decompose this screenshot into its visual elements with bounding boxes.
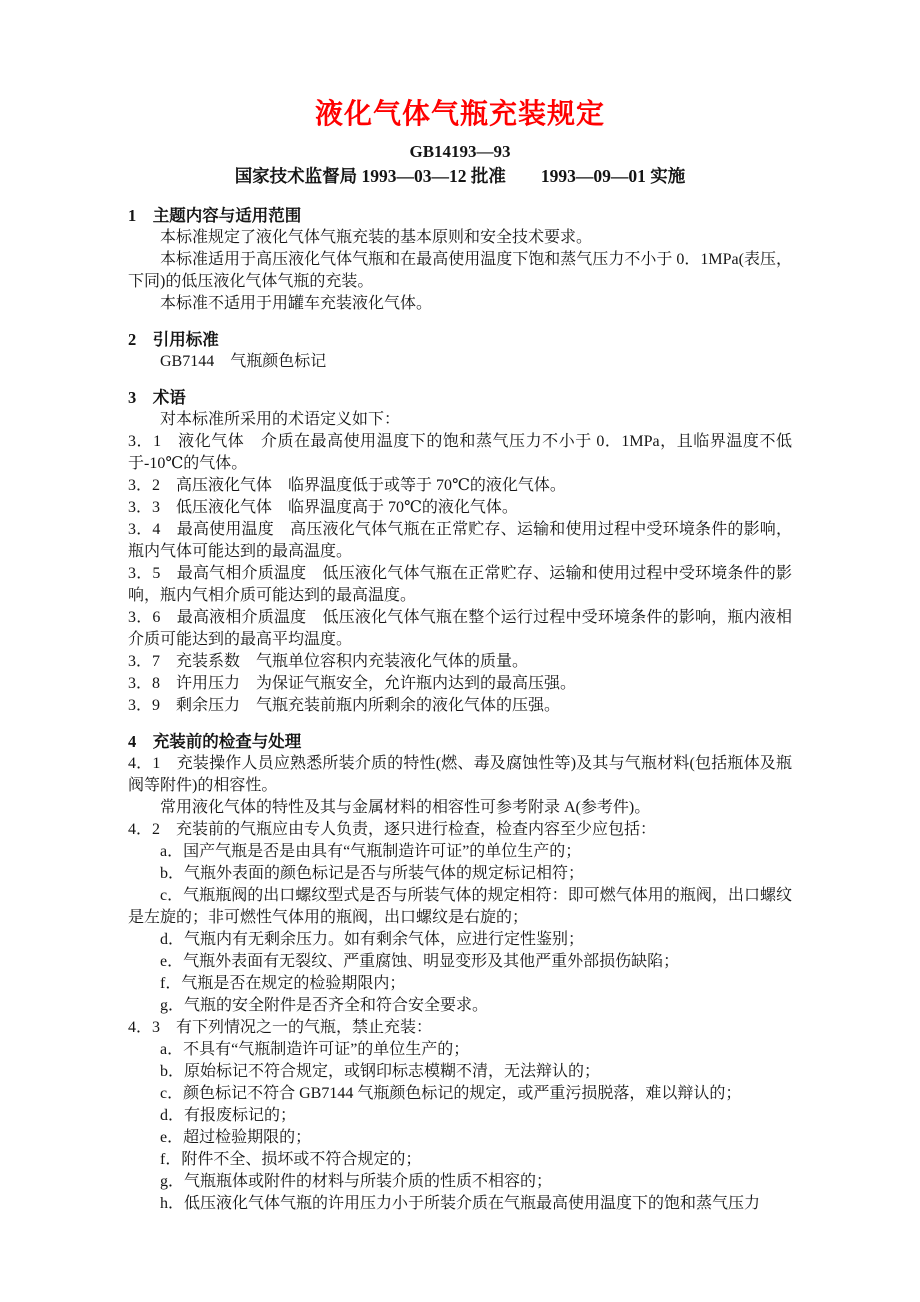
paragraph: 3．9 剩余压力 气瓶充装前瓶内所剩余的液化气体的压强。 — [128, 697, 561, 714]
section — [128, 204, 792, 315]
paragraph: e．超过检验期限的； — [160, 1129, 312, 1146]
section-heading: 4 充装前的检查与处理 — [128, 732, 302, 751]
section-heading: 2 引用标准 — [128, 330, 219, 349]
paragraph: 4．3 有下列情况之一的气瓶，禁止充装： — [128, 1019, 433, 1036]
paragraph: 对本标准所采用的术语定义如下： — [160, 411, 401, 428]
section — [128, 730, 792, 1215]
paragraph: b．原始标记不符合规定，或钢印标志模糊不清，无法辩认的； — [160, 1063, 601, 1080]
paragraph: 3．2 高压液化气体 临界温度低于或等于 70℃的液化气体。 — [128, 477, 566, 494]
paragraph: 本标准适用于高压液化气体气瓶和在最高使用温度下饱和蒸气压力不小于 0．1MPa(表压，下同)的低压液化气体气瓶的充装。 — [128, 251, 792, 290]
paragraph: 3．5 最高气相介质温度 低压液化气体气瓶在正常贮存、运输和使用过程中受环境条件的影响，瓶内气相介质可能达到的最高温度。 — [128, 565, 792, 604]
paragraph: 4．1 充装操作人员应熟悉所装介质的特性(燃、毒及腐蚀性等)及其与气瓶材料(包括瓶体及瓶阀等附件)的相容性。 — [128, 755, 792, 794]
paragraph: 3．1 液化气体 介质在最高使用温度下的饱和蒸气压力不小于 0．1MPa，且临界温度不低于-10℃的气体。 — [128, 433, 792, 472]
paragraph: h．低压液化气体气瓶的许用压力小于所装介质在气瓶最高使用温度下的饱和蒸气压力 — [160, 1195, 761, 1212]
paragraph: 4．2 充装前的气瓶应由专人负责，逐只进行检查，检查内容至少应包括： — [128, 821, 657, 838]
section-heading: 1 主题内容与适用范围 — [128, 206, 302, 225]
section-heading: 3 术语 — [128, 388, 186, 407]
paragraph: d．气瓶内有无剩余压力。如有剩余气体，应进行定性鉴别； — [160, 931, 585, 948]
standard-number: GB14193—93 — [409, 142, 511, 161]
paragraph: c．颜色标记不符合 GB7144 气瓶颜色标记的规定，或严重污损脱落，难以辩认的； — [160, 1085, 742, 1102]
paragraph: 3．6 最高液相介质温度 低压液化气体气瓶在整个运行过程中受环境条件的影响，瓶内液相介质可能达到的最高平均温度。 — [128, 609, 792, 648]
paragraph: 3．8 许用压力 为保证气瓶安全，允许瓶内达到的最高压强。 — [128, 675, 577, 692]
paragraph: f．附件不全、损坏或不符合规定的； — [160, 1151, 422, 1168]
document-body — [128, 204, 792, 1215]
document-title: 液化气体气瓶充装规定 — [314, 99, 605, 130]
paragraph: a．国产气瓶是否是由具有“气瓶制造许可证”的单位生产的； — [160, 843, 582, 860]
paragraph: 3．7 充装系数 气瓶单位容积内充装液化气体的质量。 — [128, 653, 529, 670]
paragraph: 本标准规定了液化气体气瓶充装的基本原则和安全技术要求。 — [160, 229, 593, 246]
paragraph: 常用液化气体的特性及其与金属材料的相容性可参考附录 A(参考件)。 — [160, 799, 651, 816]
section — [128, 386, 792, 717]
paragraph: d．有报废标记的； — [160, 1107, 297, 1124]
section — [128, 328, 792, 373]
paragraph: b．气瓶外表面的颜色标记是否与所装气体的规定标记相符； — [160, 865, 585, 882]
paragraph: a．不具有“气瓶制造许可证”的单位生产的； — [160, 1041, 470, 1058]
paragraph: 3．3 低压液化气体 临界温度高于 70℃的液化气体。 — [128, 499, 518, 516]
paragraph: f．气瓶是否在规定的检验期限内； — [160, 975, 406, 992]
approval-line: 国家技术监督局 1993—03—12 批准 1993—09—01 实施 — [234, 166, 686, 186]
paragraph: c．气瓶瓶阀的出口螺纹型式是否与所装气体的规定相符：即可燃气体用的瓶阀，出口螺纹是左旋的；非可燃性气体用的瓶阀，出口螺纹是右旋的； — [128, 887, 792, 926]
paragraph: 3．4 最高使用温度 高压液化气体气瓶在正常贮存、运输和使用过程中受环境条件的影响，瓶内气体可能达到的最高温度。 — [128, 521, 792, 560]
paragraph: g．气瓶的安全附件是否齐全和符合安全要求。 — [160, 997, 489, 1014]
paragraph: g．气瓶瓶体或附件的材料与所装介质的性质不相容的； — [160, 1173, 553, 1190]
paragraph: e．气瓶外表面有无裂纹、严重腐蚀、明显变形及其他严重外部损伤缺陷； — [160, 953, 680, 970]
paragraph: 本标准不适用于用罐车充装液化气体。 — [160, 295, 433, 312]
paragraph: GB7144 气瓶颜色标记 — [160, 353, 327, 370]
